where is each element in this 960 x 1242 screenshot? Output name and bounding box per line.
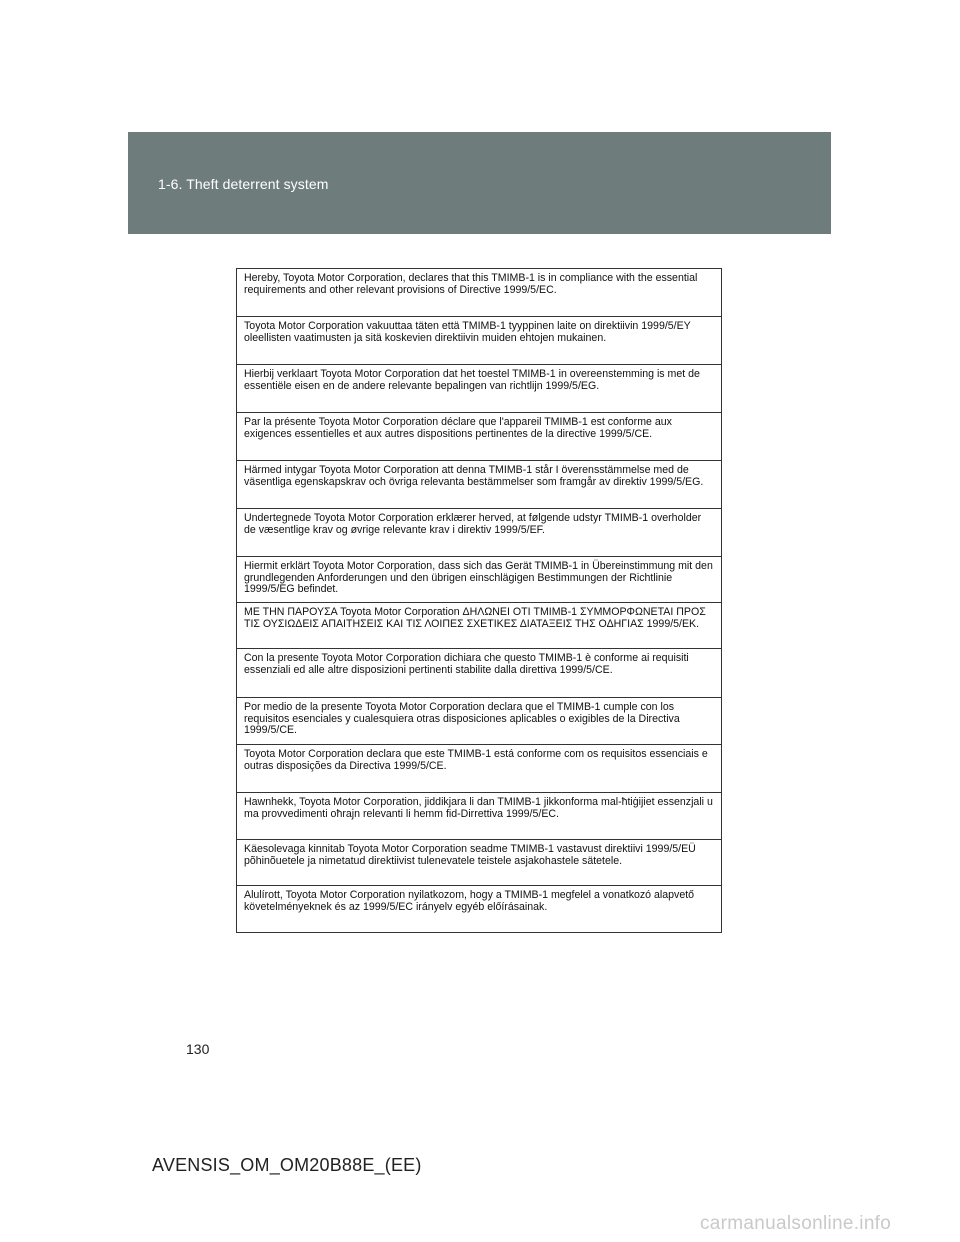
declaration-row-danish: Undertegnede Toyota Motor Corporation erklærer herved, at følgende udstyr TMIMB-1 overholder de væsentlige krav og øvrige relevante krav i direktiv 1999/5/EF. (237, 509, 721, 557)
site-watermark: carmanualsonline.info (700, 1213, 892, 1234)
declaration-row-dutch: Hierbij verklaart Toyota Motor Corporation dat het toestel TMIMB-1 in overeenstemming is met de essentiële eisen en de andere relevante bepalingen van richtlijn 1999/5/EG. (237, 365, 721, 413)
declaration-row-spanish: Por medio de la presente Toyota Motor Corporation declara que el TMIMB-1 cumple con los requisitos esenciales y cualesquiera otras disposiciones aplicables o exigibles de la Directiva 1999/5/CE. (237, 698, 721, 745)
declaration-row-english: Hereby, Toyota Motor Corporation, declares that this TMIMB-1 is in compliance with the essential requirements and other relevant provisions of Directive 1999/5/EC. (237, 269, 721, 317)
declaration-row-estonian: Käesolevaga kinnitab Toyota Motor Corporation seadme TMIMB-1 vastavust direktiivi 1999/5/EÜ põhinõuetele ja nimetatud direktiivist tulenevatele teistele asjakohastele sätetele. (237, 840, 721, 886)
declaration-row-greek: ΜΕ ΤΗΝ ΠΑΡΟΥΣΑ Toyota Motor Corporation ΔΗΛΩΝΕΙ ΟΤΙ TMIMB-1 ΣΥΜΜΟΡΦΩΝΕΤΑΙ ΠΡΟΣ ΤΙΣ ΟΥΣΙΩΔΕΙΣ ΑΠΑΙΤΗΣΕΙΣ ΚΑΙ ΤΙΣ ΛΟΙΠΕΣ ΣΧΕΤΙΚΕΣ ΔΙΑΤΑΞΕΙΣ ΤΗΣ ΟΔΗΓΙΑΣ 1999/5/ΕΚ. (237, 603, 721, 649)
declaration-row-hungarian: Alulírott, Toyota Motor Corporation nyilatkozom, hogy a TMIMB-1 megfelel a vonatkozó alapvető követelményeknek és az 1999/5/EC irányelv egyéb előírásainak. (244, 889, 695, 913)
document-code: AVENSIS_OM_OM20B88E_(EE) (152, 1155, 422, 1175)
section-title: 1-6. Theft deterrent system (158, 176, 329, 192)
declaration-row-portuguese: Toyota Motor Corporation declara que este TMIMB-1 está conforme com os requisitos essenciais e outras disposições da Directiva 1999/5/CE. (237, 745, 721, 793)
declaration-row-swedish: Härmed intygar Toyota Motor Corporation att denna TMIMB-1 står I överensstämmelse med de väsentliga egenskapskrav och övriga relevanta bestämmelser som framgår av direktiv 1999/5/EG. (237, 461, 721, 509)
declaration-row-french: Par la présente Toyota Motor Corporation déclare que l'appareil TMIMB-1 est conforme aux exigences essentielles et aux autres dispositions pertinentes de la directive 1999/5/CE. (237, 413, 721, 461)
page-number: 130 (186, 1041, 210, 1057)
declaration-table (236, 268, 722, 933)
declaration-row-maltese: Hawnhekk, Toyota Motor Corporation, jiddikjara li dan TMIMB-1 jikkonforma mal-ħtiġijiet essenzjali u ma provvedimenti oħrajn relevanti li hemm fid-Dirrettiva 1999/5/EC. (237, 793, 721, 840)
declaration-row-finnish: Toyota Motor Corporation vakuuttaa täten että TMIMB-1 tyyppinen laite on direktiivin 1999/5/EY oleellisten vaatimusten ja sitä koskevien direktiivin muiden ehtojen mukainen. (237, 317, 721, 365)
section-header-band (128, 132, 831, 234)
declaration-row-italian: Con la presente Toyota Motor Corporation dichiara che questo TMIMB-1 è conforme ai requisiti essenziali ed alle altre disposizioni pertinenti stabilite dalla direttiva 1999/5/CE. (237, 649, 721, 698)
declaration-row-german: Hiermit erklärt Toyota Motor Corporation, dass sich das Gerät TMIMB-1 in Übereinstimmung mit den grundlegenden Anforderungen und den übrigen einschlägigen Bestimmungen der Richtlinie 1999/5/EG befindet. (237, 557, 721, 603)
